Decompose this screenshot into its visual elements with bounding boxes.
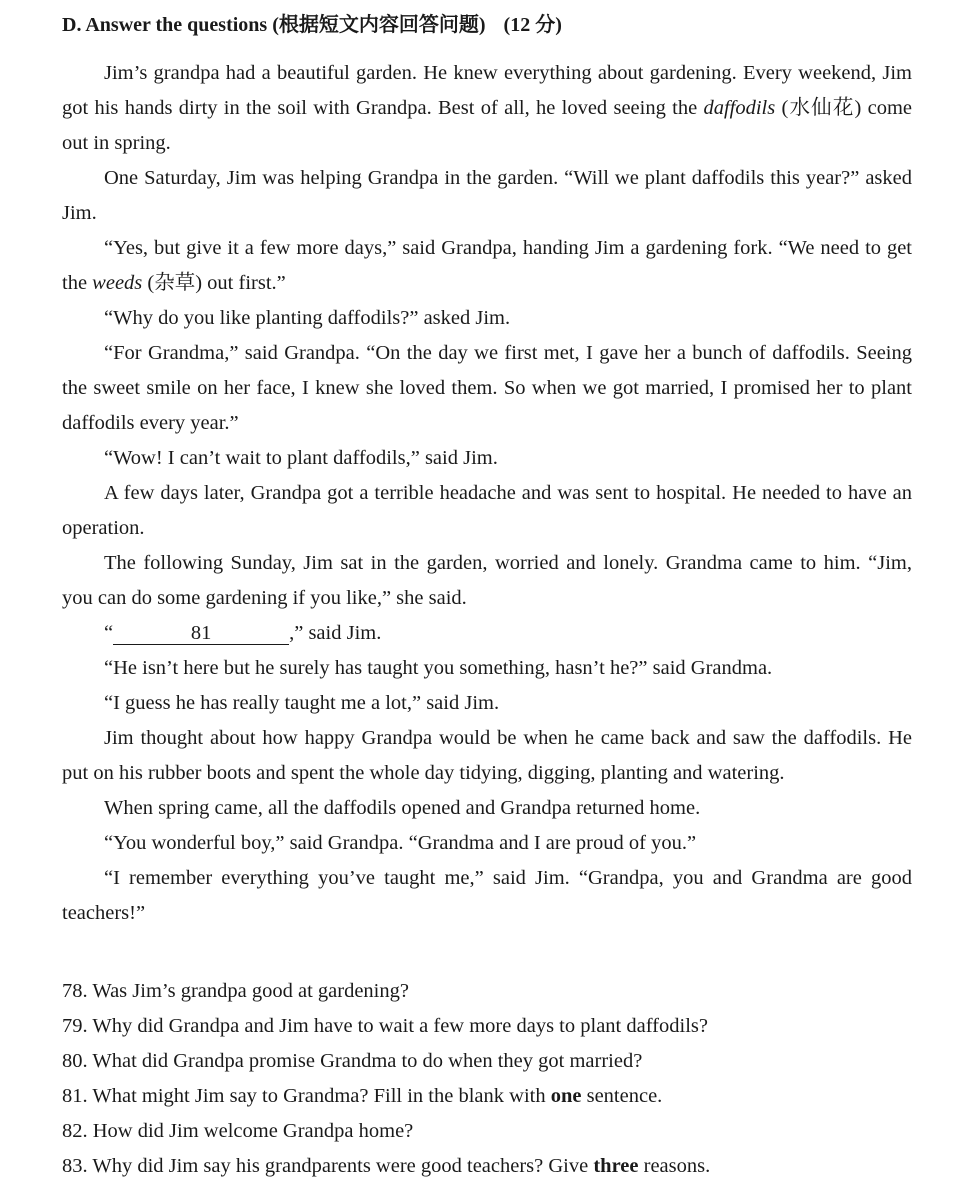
section-title: D. Answer the questions (根据短文内容回答问题) <box>62 14 486 36</box>
passage-paragraph: “You wonderful boy,” said Grandpa. “Grandma and I are proud of you.” <box>104 832 697 854</box>
section-heading <box>62 10 562 40</box>
passage-paragraph: “Wow! I can’t wait to plant daffodils,” said Jim. <box>104 447 498 469</box>
paragraph-text: (水仙花) come out in spring. <box>62 97 913 154</box>
emphasis-word: three <box>593 1155 639 1177</box>
question-83 <box>62 1149 922 1184</box>
passage-paragraph: “I remember everything you’ve taught me,” said Jim. “Grandpa, you and Grandma are good teachers!” <box>62 867 912 924</box>
paragraph-text: ,” said Jim. <box>289 622 382 644</box>
passage-paragraph: Jim thought about how happy Grandpa would be when he came back and saw the daffodils. He put on his rubber boots and spent the whole day tidying, digging, planting and watering. <box>62 727 912 784</box>
paragraph-text: (杂草) out first.” <box>142 272 286 294</box>
question-list <box>62 974 922 1184</box>
vocab-term: weeds <box>92 272 143 294</box>
section-score: (12 分) <box>503 14 562 36</box>
question-78: 78. Was Jim’s grandpa good at gardening? <box>62 980 409 1002</box>
paragraph-text: “Yes, but give it a few more days,” said Grandpa, handing Jim a gardening fork. “We need to get the <box>62 237 912 294</box>
quote-open: “ <box>104 622 114 644</box>
question-81 <box>62 1079 922 1114</box>
passage-paragraph: “Why do you like planting daffodils?” asked Jim. <box>104 307 511 329</box>
passage-paragraph: When spring came, all the daffodils opened and Grandpa returned home. <box>104 797 701 819</box>
question-80: 80. What did Grandpa promise Grandma to do when they got married? <box>62 1050 643 1072</box>
passage-paragraph: The following Sunday, Jim sat in the garden, worried and lonely. Grandma came to him. “Jim, you can do some gardening if you like,” she said. <box>62 552 912 609</box>
question-text: sentence. <box>581 1085 663 1107</box>
answer-blank-81[interactable]: 81 <box>113 622 289 645</box>
question-text: 81. What might Jim say to Grandma? Fill in the blank with <box>62 1085 551 1107</box>
emphasis-word: one <box>550 1085 582 1107</box>
passage-paragraph <box>62 56 912 161</box>
passage-paragraph <box>62 231 912 301</box>
paragraph-text: Jim’s grandpa had a beautiful garden. He knew everything about gardening. Every weekend, Jim got his hands dirty in the soil with Grandpa. Best of all, he loved seeing the <box>62 62 912 119</box>
question-79: 79. Why did Grandpa and Jim have to wait a few more days to plant daffodils? <box>62 1015 708 1037</box>
passage-paragraph: “I guess he has really taught me a lot,” said Jim. <box>104 692 500 714</box>
question-82: 82. How did Jim welcome Grandpa home? <box>62 1120 414 1142</box>
passage-paragraph: One Saturday, Jim was helping Grandpa in the garden. “Will we plant daffodils this year?” asked Jim. <box>62 167 912 224</box>
passage-paragraph: “For Grandma,” said Grandpa. “On the day we first met, I gave her a bunch of daffodils. Seeing the sweet smile on her face, I knew she loved them. So when we got married, I promised her to plant daffodils every year.” <box>62 342 912 434</box>
passage-paragraph: A few days later, Grandpa got a terrible headache and was sent to hospital. He needed to have an operation. <box>62 482 912 539</box>
vocab-term: daffodils <box>703 97 776 119</box>
question-text: reasons. <box>638 1155 711 1177</box>
passage-paragraph: “He isn’t here but he surely has taught you something, hasn’t he?” said Grandma. <box>104 657 773 679</box>
passage-paragraph <box>62 616 912 651</box>
question-text: 83. Why did Jim say his grandparents were good teachers? Give <box>62 1155 594 1177</box>
reading-passage <box>62 56 912 931</box>
